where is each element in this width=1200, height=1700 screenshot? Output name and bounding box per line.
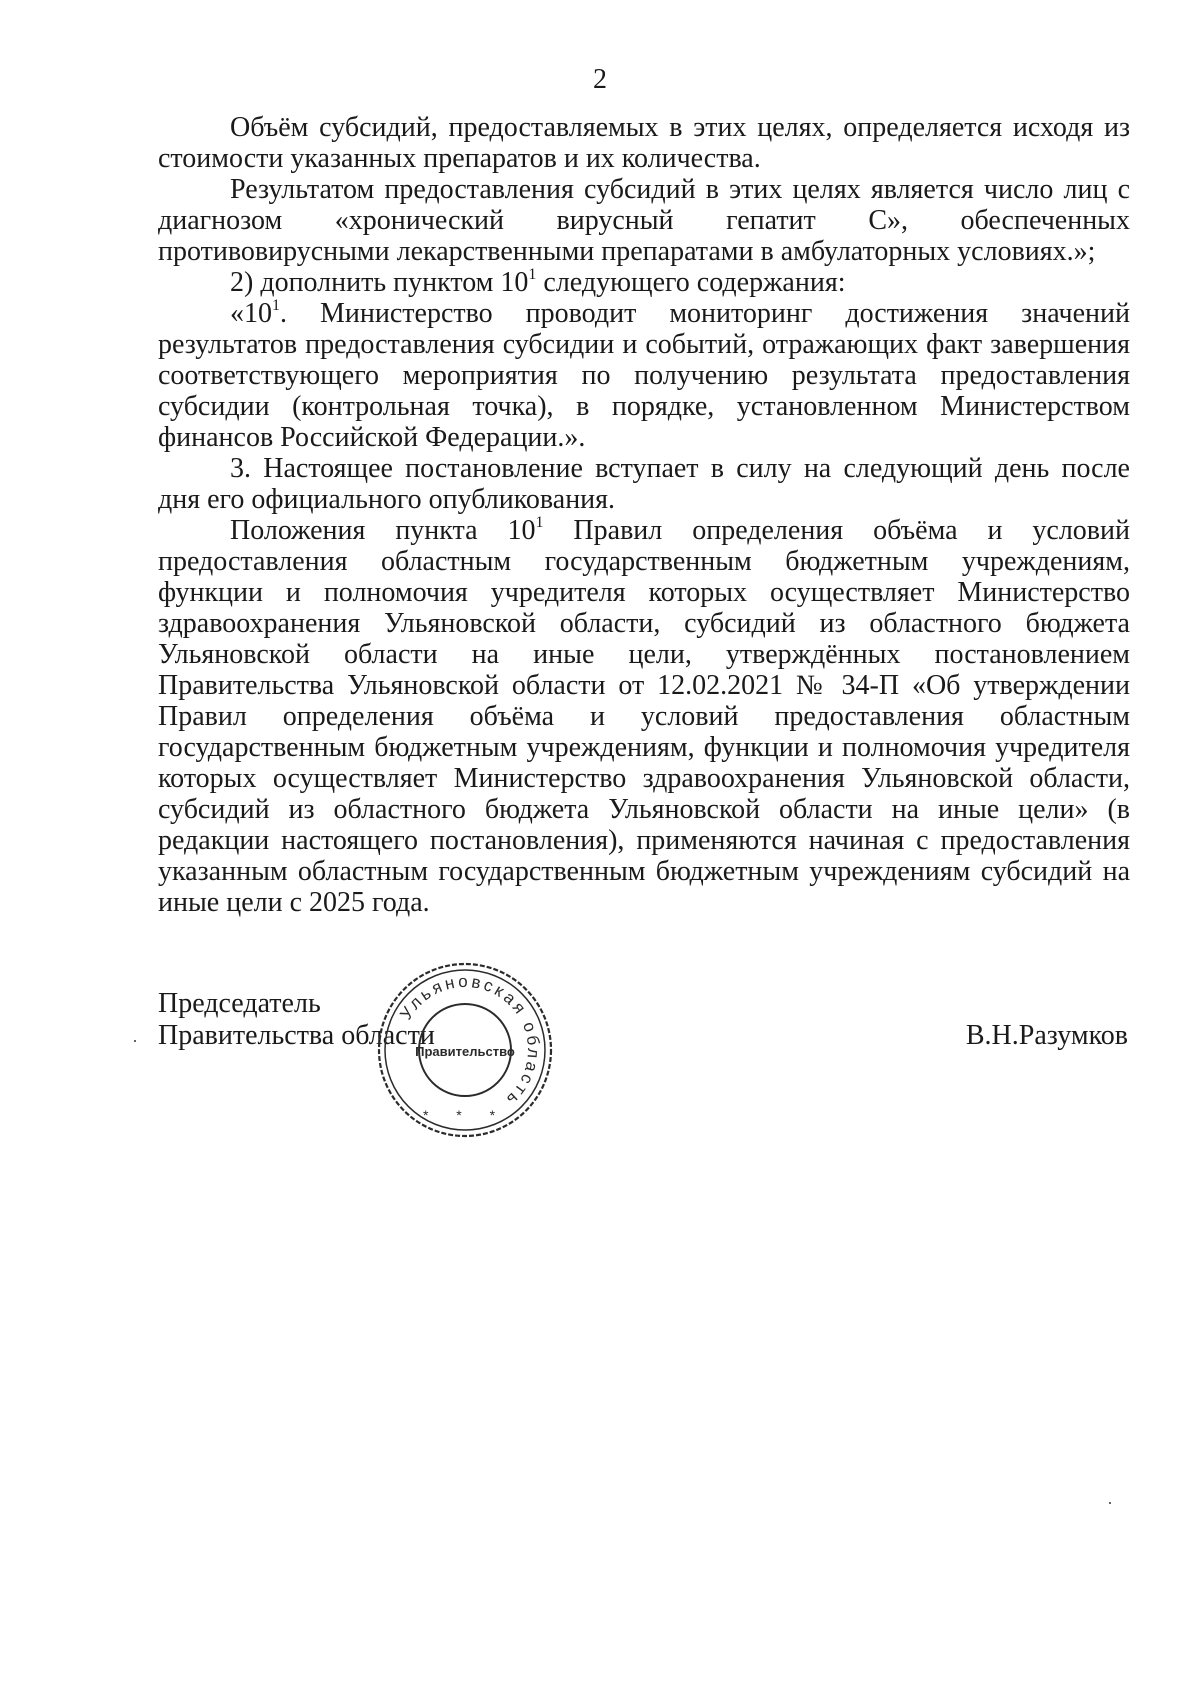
page-number: 2	[593, 64, 607, 95]
provisions-text: Правил определения объёма и условий предоставления областным государственным бюджетным учреждениям, функции и полномочия учредителя которых осуществляет Министерство здравоохранения Ульяновской области, субсидий из областного бюджета Ульяновской области на иные цели, утверждённых постановлением Правительства Ульяновской области от 12.02.2021 № 34-П «Об утверждении Правил определения объёма и условий предоставления областным государственным бюджетным учреждениям, функции и полномочия учредителя которых осуществляет Министерство здравоохранения Ульяновской области, субсидий из областного бюджета Ульяновской области на иные цели» (в редакции настоящего постановления), применяются начиная с предоставления указанным областным государственным бюджетным учреждениям субсидий на иные цели с 2025 года.	[158, 515, 1130, 918]
amendment-point-superscript: 1	[528, 266, 537, 283]
paragraph-subsidy-volume: Объём субсидий, предоставляемых в этих целях, определяется исходя из стоимости указанных препаратов и их количества.	[158, 112, 1130, 174]
seal-center-text: Правительство	[415, 1044, 515, 1059]
scan-speck	[1109, 1502, 1111, 1504]
official-seal	[375, 960, 555, 1140]
amendment-point-text-end: следующего содержания:	[536, 267, 846, 298]
paragraph-entry-into-force: 3. Настоящее постановление вступает в силу на следующий день после дня его официального опубликования.	[158, 453, 1130, 515]
paragraph-monitoring	[158, 298, 1130, 453]
paragraph-provisions	[158, 515, 1130, 918]
provisions-text-start: Положения пункта 10	[230, 515, 536, 546]
signatory-title-line2: Правительства области	[158, 1020, 435, 1051]
monitoring-text-start: «10	[230, 298, 272, 329]
monitoring-superscript: 1	[272, 297, 280, 314]
provisions-superscript: 1	[535, 514, 544, 531]
paragraph-subsidy-result: Результатом предоставления субсидий в этих целях является число лиц с диагнозом «хронический вирусный гепатит С», обеспеченных противовирусными лекарственными препаратами в амбулаторных условиях.»;	[158, 174, 1130, 267]
amendment-point-text: 2) дополнить пунктом 10	[230, 267, 529, 298]
monitoring-text: . Министерство проводит мониторинг достижения значений результатов предоставления субсидии и событий, отражающих факт завершения соответствующего мероприятия по получению результата предоставления субсидии (контрольная точка), в порядке, установленном Министерством финансов Российской Федерации.».	[158, 298, 1130, 453]
scan-speck	[134, 1040, 136, 1042]
seal-stars: * * *	[422, 1107, 508, 1123]
signatory-title-line1: Председатель	[158, 988, 321, 1019]
paragraph-amendment-point	[158, 267, 1130, 298]
signatory-name: В.Н.Разумков	[965, 1020, 1128, 1051]
document-body	[158, 112, 1130, 918]
seal-ring-text: Ульяновская область	[396, 971, 544, 1112]
